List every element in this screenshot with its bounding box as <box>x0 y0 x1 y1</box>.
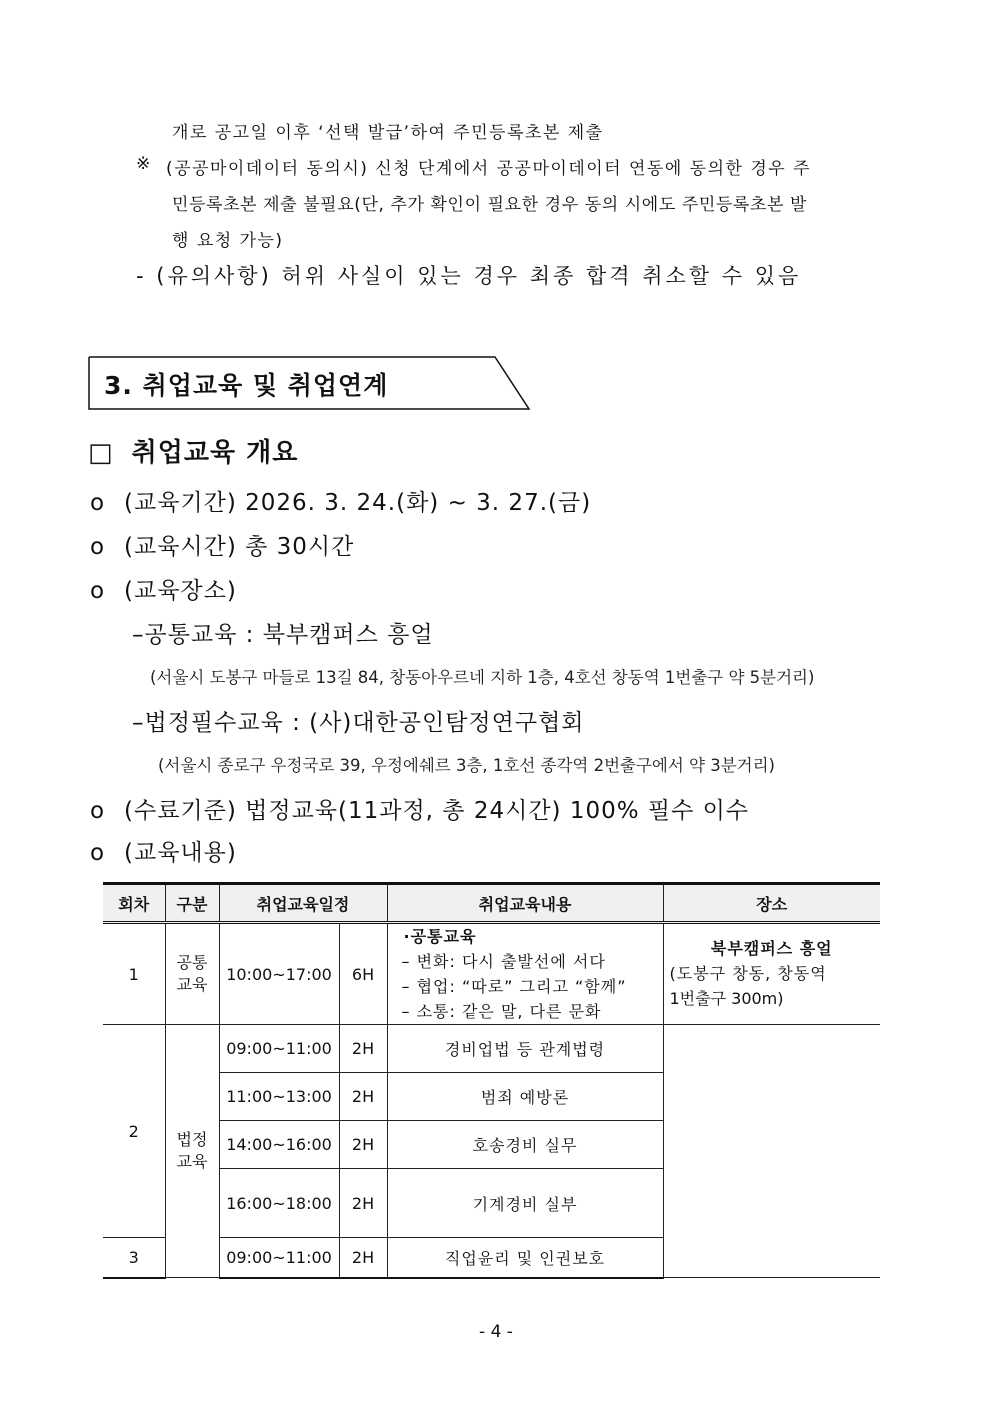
list-item <box>90 834 237 867</box>
hours-cell: 6H <box>339 923 387 1025</box>
hours-cell: 2H <box>339 1073 387 1121</box>
content-cell: 직업윤리 및 인권보호 <box>387 1238 663 1278</box>
header-place: 장소 <box>663 884 880 923</box>
table-header-row <box>103 884 880 923</box>
time-cell: 14:00~16:00 <box>219 1121 339 1169</box>
content-line: – 협업: “따로” 그리고 “함께” <box>401 977 627 996</box>
category-cell: 법정 교육 <box>165 1025 219 1278</box>
education-table <box>103 882 880 1279</box>
list-item <box>90 792 749 825</box>
place-legal: –법정필수교육 : (사)대한공인탐정연구협회 <box>132 710 585 736</box>
header-round: 회차 <box>103 884 165 923</box>
time-cell: 09:00~11:00 <box>219 1238 339 1278</box>
bullet-icon: o <box>90 798 106 824</box>
time-cell: 10:00~17:00 <box>219 923 339 1025</box>
bullet-icon: o <box>90 840 106 866</box>
table-row <box>103 923 880 1025</box>
category-cell: 공통 교육 <box>165 923 219 1025</box>
content-line: – 소통: 같은 말, 다른 문화 <box>401 1002 602 1021</box>
content-cell: 기계경비 실부 <box>387 1169 663 1238</box>
place-common: –공통교육 : 북부캠퍼스 흥얼 <box>132 622 434 648</box>
header-schedule: 취업교육일정 <box>219 884 387 923</box>
header-content: 취업교육내용 <box>387 884 663 923</box>
place-name: 북부캠퍼스 흥얼 <box>710 939 833 958</box>
bullet-icon: o <box>90 490 106 516</box>
hours-text: (교육시간) 총 30시간 <box>124 534 355 560</box>
place-cell <box>663 923 880 1025</box>
place-common-address: (서울시 도봉구 마들로 13길 84, 창동아우르네 지하 1층, 4호선 창동역 1번출구 약 5분거리) <box>150 668 815 687</box>
place-detail: (도봉구 창동, 창동역 <box>669 964 827 983</box>
content-cell: 범죄 예방론 <box>387 1073 663 1121</box>
header-category: 구분 <box>165 884 219 923</box>
checkbox-icon: □ <box>88 438 114 468</box>
round-cell: 3 <box>103 1238 165 1278</box>
hours-cell: 2H <box>339 1169 387 1238</box>
period-text: (교육기간) 2026. 3. 24.(화) ~ 3. 27.(금) <box>124 490 592 516</box>
overview-title: 취업교육 개요 <box>131 438 299 468</box>
note-mark: ※ <box>136 154 152 174</box>
place-legal-address: (서울시 종로구 우정국로 39, 우정에쉐르 3층, 1호선 종각역 2번출구에서 약 3분거리) <box>158 756 775 775</box>
content-label: (교육내용) <box>124 840 237 866</box>
place-cell-empty <box>663 1025 880 1278</box>
round-cell: 1 <box>103 923 165 1025</box>
overview-heading <box>88 432 298 469</box>
note-line: (공공마이데이터 동의시) 신청 단계에서 공공마이데이터 연동에 동의한 경우 주 <box>166 159 811 179</box>
time-cell: 11:00~13:00 <box>219 1073 339 1121</box>
content-cell: 경비업법 등 관계법령 <box>387 1025 663 1073</box>
bullet-icon: o <box>90 534 106 560</box>
list-item <box>90 528 354 561</box>
completion-text: (수료기준) 법정교육(11과정, 총 24시간) 100% 필수 이수 <box>124 798 750 824</box>
hours-cell: 2H <box>339 1121 387 1169</box>
caution-text: - (유의사항) 허위 사실이 있는 경우 최종 합격 취소할 수 있음 <box>136 264 802 288</box>
content-line: ·공통교육 <box>403 927 477 946</box>
list-item <box>90 484 591 517</box>
time-cell: 09:00~11:00 <box>219 1025 339 1073</box>
place-label: (교육장소) <box>124 578 237 604</box>
note-line: 민등록초본 제출 불필요(단, 추가 확인이 필요한 경우 동의 시에도 주민등록초본 발 <box>172 195 807 215</box>
section-title: 3. 취업교육 및 취업연계 <box>104 371 389 400</box>
note-line: 행 요청 가능) <box>172 231 284 251</box>
hours-cell: 2H <box>339 1238 387 1278</box>
content-line: – 변화: 다시 출발선에 서다 <box>401 952 606 971</box>
place-detail: 1번출구 300m) <box>669 989 784 1008</box>
content-cell <box>387 923 663 1025</box>
table-row <box>103 1025 880 1073</box>
bullet-icon: o <box>90 578 106 604</box>
round-cell: 2 <box>103 1025 165 1238</box>
page-number: - 4 - <box>479 1322 513 1342</box>
text-line: 개로 공고일 이후 ‘선택 발급’하여 주민등록초본 제출 <box>172 123 604 143</box>
time-cell: 16:00~18:00 <box>219 1169 339 1238</box>
list-item <box>90 572 237 605</box>
content-cell: 호송경비 실무 <box>387 1121 663 1169</box>
hours-cell: 2H <box>339 1025 387 1073</box>
